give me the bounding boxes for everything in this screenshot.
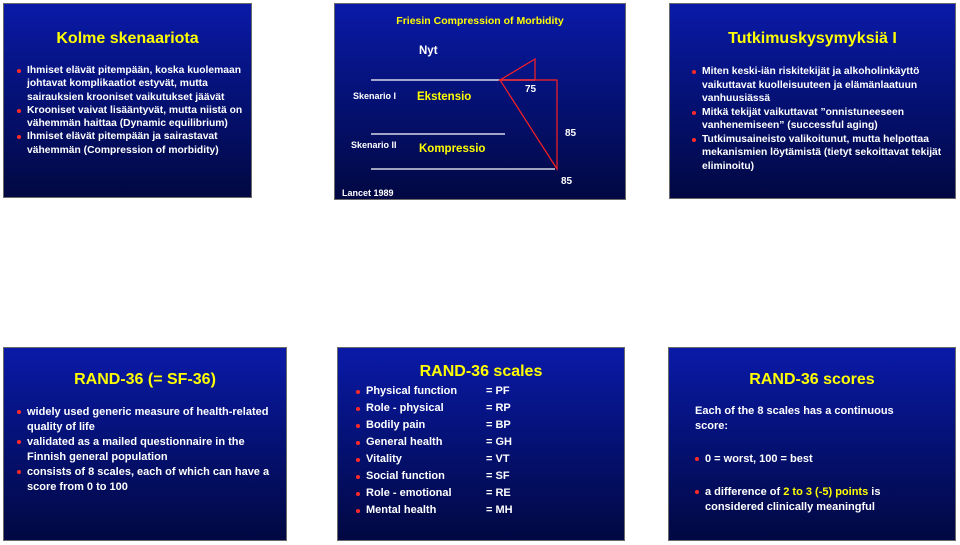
scale-name: Vitality <box>366 453 402 465</box>
scale-name: General health <box>366 436 443 448</box>
age-85-label: 85 <box>565 128 577 139</box>
list-item: Krooniset vaivat lisääntyvät, mutta niistä on vähemmän haittaa (Dynamic equilibrium) <box>17 104 247 131</box>
scale-name: Bodily pain <box>366 419 426 431</box>
list-item <box>356 487 616 503</box>
slide-title: RAND-36 scores <box>749 371 875 388</box>
scale-name: Mental health <box>366 504 437 516</box>
slide-kolme-skenaariota <box>3 3 252 198</box>
scale-abbr: = RP <box>486 402 511 414</box>
scale-name: Role - emotional <box>366 487 452 499</box>
list-item <box>356 453 616 469</box>
bullet-icon <box>695 490 699 494</box>
list-item: Ihmiset elävät pitempään ja sairastavat vähemmän (Compression of morbidity) <box>17 130 247 157</box>
list-item <box>356 470 616 486</box>
list-item: validated as a mailed questionnaire in the Finnish general population <box>17 435 275 465</box>
list-item <box>695 452 935 467</box>
slide-title: Tutkimuskysymyksiä I <box>728 30 897 47</box>
scenario2-label: Skenario II <box>351 140 397 150</box>
worst-best-text: 0 = worst, 100 = best <box>705 453 813 465</box>
slide-title: Kolme skenaariota <box>56 30 199 47</box>
list-item: Miten keski-iän riskitekijät ja alkoholinkäyttö vaikuttavat kuolleisuuteen ja elämänlaatuun vanhuusiässä <box>692 65 954 106</box>
slide-compression-of-morbidity <box>334 3 626 200</box>
difference-text-end: is considered clinically meaningful <box>705 486 881 513</box>
list-item: Mitkä tekijät vaikuttavat ”onnistuneeseen vanhenemiseen” (successful aging) <box>692 106 954 133</box>
slide-title: Friesin Compression of Morbidity <box>396 15 564 27</box>
source-label: Lancet 1989 <box>342 188 394 198</box>
list-item: consists of 8 scales, each of which can have a score from 0 to 100 <box>17 465 275 495</box>
bullet-icon <box>356 509 360 513</box>
bullet-icon <box>356 407 360 411</box>
scale-abbr: = GH <box>486 436 512 448</box>
extension-triangle <box>500 59 535 80</box>
slide-rand36-sf36 <box>3 347 287 541</box>
intro-text: Each of the 8 scales has a continuous score: <box>695 405 894 432</box>
bullet-list <box>17 64 247 157</box>
scale-name: Role - physical <box>366 402 444 414</box>
scale-abbr: = MH <box>486 504 513 516</box>
list-item <box>356 419 616 435</box>
list-item <box>356 402 616 418</box>
scenario1-label: Skenario I <box>353 91 397 101</box>
age-75-label: 75 <box>525 84 537 95</box>
nyt-label: Nyt <box>419 45 438 57</box>
list-item: Tutkimusaineisto valikoitunut, mutta helpottaa mekanismien löytämistä (tietyt sekoittavat tekijät eliminoitu) <box>692 133 954 174</box>
kompressio-label: Kompressio <box>419 143 486 155</box>
bullet-icon <box>356 475 360 479</box>
bullet-icon <box>356 424 360 428</box>
scale-abbr: = VT <box>486 453 510 465</box>
difference-text: a difference of <box>705 486 784 498</box>
slide-rand36-scales <box>337 347 625 541</box>
list-item <box>695 485 935 515</box>
scale-abbr: = SF <box>486 470 510 482</box>
bullet-list <box>17 405 275 495</box>
morbidity-diagram <box>335 4 626 200</box>
bullet-icon <box>356 492 360 496</box>
bullet-icon <box>356 390 360 394</box>
bullet-icon <box>356 441 360 445</box>
bullet-icon <box>356 458 360 462</box>
difference-highlight: 2 to 3 (-5) points <box>783 486 869 498</box>
slide-rand36-scores <box>668 347 956 541</box>
list-item <box>356 385 616 401</box>
bullet-list <box>692 65 954 173</box>
list-item: widely used generic measure of health-related quality of life <box>17 405 275 435</box>
scale-abbr: = RE <box>486 487 511 499</box>
scale-abbr: = PF <box>486 385 510 397</box>
scale-abbr: = BP <box>486 419 511 431</box>
bullet-icon <box>695 457 699 461</box>
age-85-label: 85 <box>561 176 573 187</box>
ekstensio-label: Ekstensio <box>417 91 472 103</box>
list-item <box>356 504 616 520</box>
slide-tutkimuskysymyksia <box>669 3 956 199</box>
scale-name: Social function <box>366 470 445 482</box>
slide-title: RAND-36 (= SF-36) <box>74 371 216 388</box>
slide-title: RAND-36 scales <box>419 363 543 380</box>
list-item <box>356 436 616 452</box>
scale-name: Physical function <box>366 385 458 397</box>
list-item: Ihmiset elävät pitempään, koska kuolemaan johtavat komplikaatiot estyvät, mutta sairauksien krooniset vaikutukset jäävät <box>17 64 247 104</box>
